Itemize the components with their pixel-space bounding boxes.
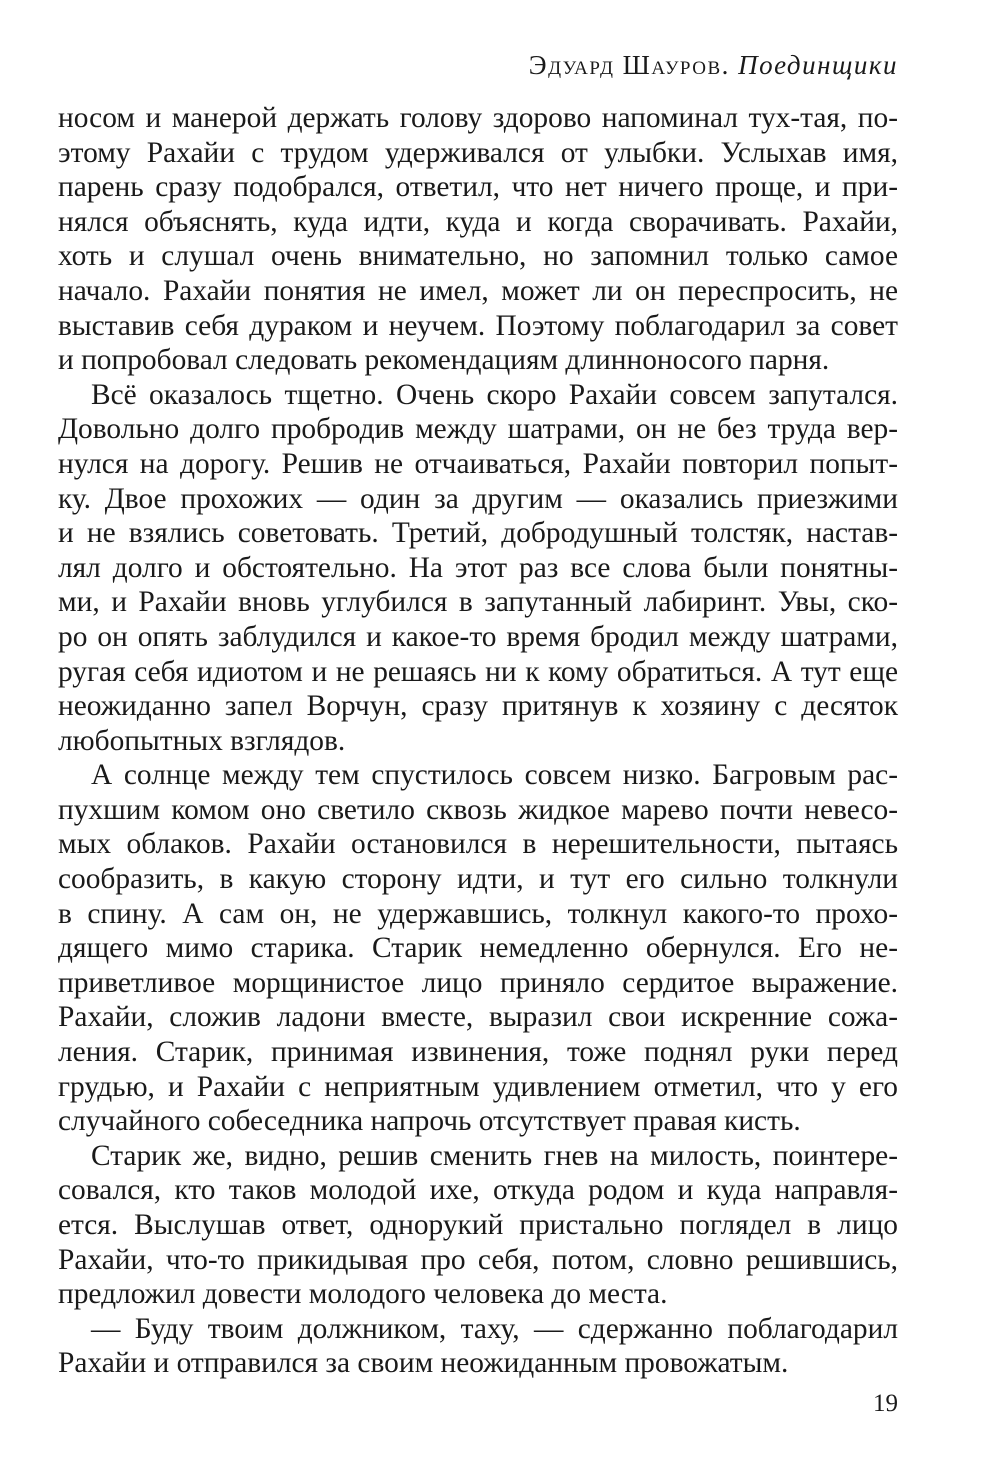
text-line: Рахайи, сложив ладони вместе, выразил свои искренние сожа- xyxy=(58,1001,898,1034)
text-line: ку. Двое прохожих — один за другим — оказались приезжими xyxy=(58,482,898,515)
text-line: Рахайи и отправился за своим неожиданным провожатым. xyxy=(58,1347,789,1380)
text-line: мых облаков. Рахайи остановился в нерешительности, пытаясь xyxy=(58,828,898,861)
text-line: приветливое морщинистое лицо приняло сердитое выражение. xyxy=(58,966,898,999)
text-line: сообразить, в какую сторону идти, и тут его сильно толкнули xyxy=(58,863,898,896)
text-line: хоть и слушал очень внимательно, но запомнил только самое xyxy=(58,240,898,273)
text-line: дящего мимо старика. Старик немедленно обернулся. Его не- xyxy=(58,932,898,965)
text-line: этому Рахайи с трудом удерживался от улыбки. Услыхав имя, xyxy=(58,136,898,169)
header-book-title: Поединщики xyxy=(738,50,898,80)
text-line: Старик же, видно, решив сменить гнев на милость, поинтере- xyxy=(91,1139,898,1172)
text-line: ется. Выслушав ответ, однорукий пристально поглядел в лицо xyxy=(58,1209,898,1241)
text-line: носом и манерой держать голову здорово напоминал тух-тая, по- xyxy=(58,102,898,134)
text-line: нялся объяснять, куда идти, куда и когда сворачивать. Рахайи, xyxy=(58,205,898,238)
text-line: Всё оказалось тщетно. Очень скоро Рахайи совсем запутался. xyxy=(91,378,898,411)
header-author: Эдуард Шауров. xyxy=(528,50,730,80)
text-line: начало. Рахайи понятия не имел, может ли он переспросить, не xyxy=(58,274,898,307)
text-line: ми, и Рахайи вновь углубился в запутанный лабиринт. Увы, ско- xyxy=(58,586,898,619)
text-line: Довольно долго пробродив между шатрами, он не без труда вер- xyxy=(58,413,898,446)
paragraph xyxy=(58,101,898,378)
text-line: любопытных взглядов. xyxy=(58,724,346,757)
text-line: в спину. А сам он, не удержавшись, толкнул какого-то прохо- xyxy=(58,897,898,930)
text-line: нулся на дорогу. Решив не отчаиваться, Рахайи повторил попыт- xyxy=(58,447,898,480)
text-line: Рахайи, что-то прикидывая про себя, потом, словно решившись, xyxy=(58,1243,898,1276)
text-line: А солнце между тем спустилось совсем низко. Багровым рас- xyxy=(91,759,898,792)
paragraph xyxy=(58,378,898,759)
text-line: грудью, и Рахайи с неприятным удивлением отметил, что у его xyxy=(58,1070,898,1103)
text-line: предложил довести молодого человека до места. xyxy=(58,1278,668,1311)
text-line: и не взялись советовать. Третий, добродушный толстяк, настав- xyxy=(58,517,898,550)
running-header xyxy=(529,50,898,81)
text-line: — Буду твоим должником, таху, — сдержанно поблагодарил xyxy=(91,1312,898,1345)
text-line: выставив себя дураком и неучем. Поэтому поблагодарил за совет xyxy=(58,309,898,342)
paragraph xyxy=(58,1139,898,1312)
text-line: неожиданно запел Ворчун, сразу притянув к хозяину с десяток xyxy=(58,690,898,723)
paragraph xyxy=(58,758,898,1139)
text-line: ления. Старик, принимая извинения, тоже поднял руки перед xyxy=(58,1036,898,1069)
paragraph xyxy=(58,1312,898,1381)
text-line: и попробовал следовать рекомендациям длинноносого парня. xyxy=(58,344,830,377)
text-line: случайного собеседника напрочь отсутствует правая кисть. xyxy=(58,1105,801,1138)
text-line: ругая себя идиотом и не решаясь ни к кому обратиться. А тут еще xyxy=(58,655,898,688)
text-line: совался, кто таков молодой ихе, откуда родом и куда направля- xyxy=(58,1174,898,1207)
page-number: 19 xyxy=(873,1390,898,1417)
text-line: ро он опять заблудился и какое-то время бродил между шатрами, xyxy=(58,620,898,653)
body-text xyxy=(58,101,898,1381)
text-line: парень сразу подобрался, ответил, что нет ничего проще, и при- xyxy=(58,171,898,204)
text-line: пухшим комом оно светило сквозь жидкое марево почти невесо- xyxy=(58,793,898,826)
text-line: лял долго и обстоятельно. На этот раз все слова были понятны- xyxy=(58,551,898,584)
